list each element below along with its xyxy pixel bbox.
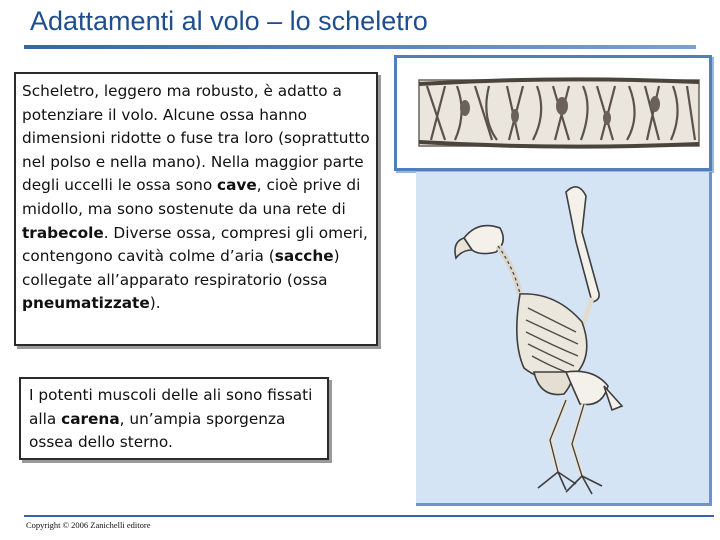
term-trabecole: trabecole (22, 223, 104, 242)
wing-muscles-box (19, 377, 329, 460)
text-segment: ) collegate all’apparato respiratorio (ossa (22, 247, 340, 289)
term-pneumatizzate: pneumatizzate (22, 294, 150, 313)
trabecular-bone-illustration (397, 58, 709, 168)
term-sacche: sacche (274, 247, 334, 266)
copyright-notice: Copyright © 2006 Zanichelli editore (26, 520, 151, 530)
text-segment: , cioè prive di midollo, ma sono sostenute da una rete di (22, 176, 361, 218)
text-segment: , un’ampia sporgenza ossea dello sterno. (29, 409, 286, 452)
bird-skeleton-illustration (416, 172, 709, 503)
title-underline (24, 45, 696, 49)
skeleton-description-text (16, 74, 376, 316)
text-segment: ). (149, 294, 161, 313)
bird-skeleton-image (416, 172, 712, 506)
wing-muscles-text (21, 379, 327, 455)
term-carena: carena (61, 409, 120, 428)
text-segment: I potenti muscoli delle ali sono fissati alla (29, 386, 313, 428)
bone-section-image (394, 55, 712, 171)
text-segment: Scheletro, leggero ma robusto, è adatto a potenziare il volo. Alcune ossa hanno dimensioni ridotte o fuse tra loro (soprattutto nel polso e nella mano). Nella maggior parte degli uccelli le ossa sono (22, 82, 370, 195)
text-segment: . Diverse ossa, compresi gli omeri, contengono cavità colme d’aria ( (22, 223, 368, 266)
skeleton-description-box (14, 72, 378, 346)
term-cave: cave (217, 176, 257, 195)
footer-rule (24, 515, 714, 517)
slide-title: Adattamenti al volo – lo scheletro (30, 6, 428, 36)
